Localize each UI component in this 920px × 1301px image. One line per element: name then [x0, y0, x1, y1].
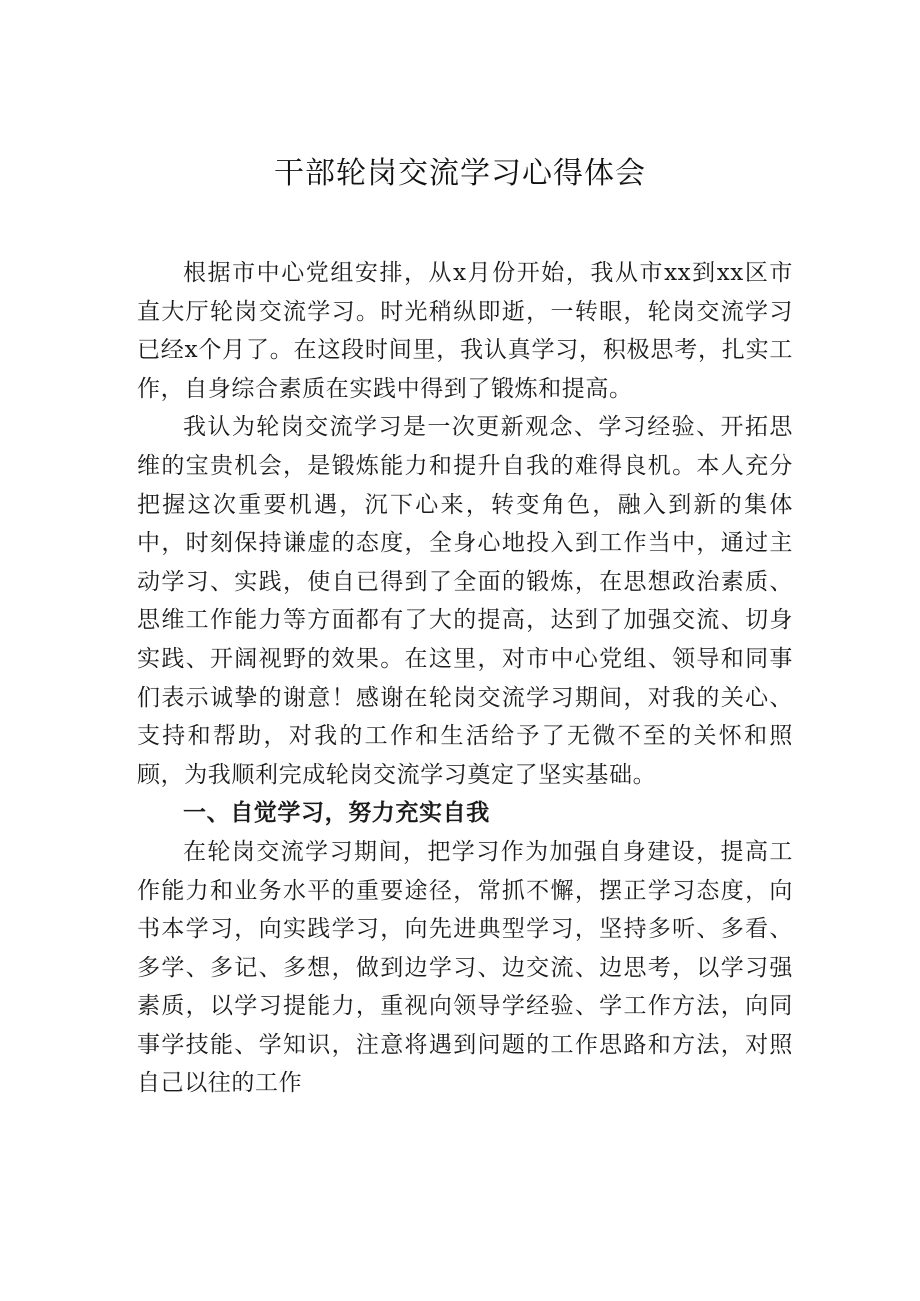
section-heading: 一、自觉学习，努力充实自我: [183, 800, 490, 827]
paragraph-reflection: 我认为轮岗交流学习是一次更新观念、学习经验、开拓思维的宝贵机会，是锻炼能力和提升自我的难得良机。本人充分把握这次重要机遇，沉下心来，转变角色，融入到新的集体中，时刻保持谦虚的态度，全身心地投入到工作当中，通过主动学习、实践，使自已得到了全面的锻炼，在思想政治素质、思维工作能力等方面都有了大的提高，达到了加强交流、切身实践、开阔视野的效果。在这里，对市中心党组、领导和同事们表示诚挚的谢意！感谢在轮岗交流学习期间，对我的关心、支持和帮助，对我的工作和生活给予了无微不至的关怀和照顾，为我顺利完成轮岗交流学习奠定了坚实基础。: [137, 414, 793, 788]
document-body: [137, 254, 793, 1103]
document-title: 干部轮岗交流学习心得体会: [274, 156, 646, 191]
section-paragraph: 在轮岗交流学习期间，把学习作为加强自身建设，提高工作能力和业务水平的重要途径，常抓不懈，摆正学习态度，向书本学习，向实践学习，向先进典型学习，坚持多听、多看、多学、多记、多想，做到边学习、边交流、边思考，以学习强素质，以学习提能力，重视向领导学经验、学工作方法，向同事学技能、学知识，注意将遇到问题的工作思路和方法，对照自己以往的工作: [137, 838, 793, 1097]
paragraph-intro: 根据市中心党组安排，从x月份开始，我从市xx到xx区市直大厅轮岗交流学习。时光稍纵即逝，一转眼，轮岗交流学习已经x个月了。在这段时间里，我认真学习，积极思考，扎实工作，自身综合素质在实践中得到了锻炼和提高。: [137, 260, 793, 402]
